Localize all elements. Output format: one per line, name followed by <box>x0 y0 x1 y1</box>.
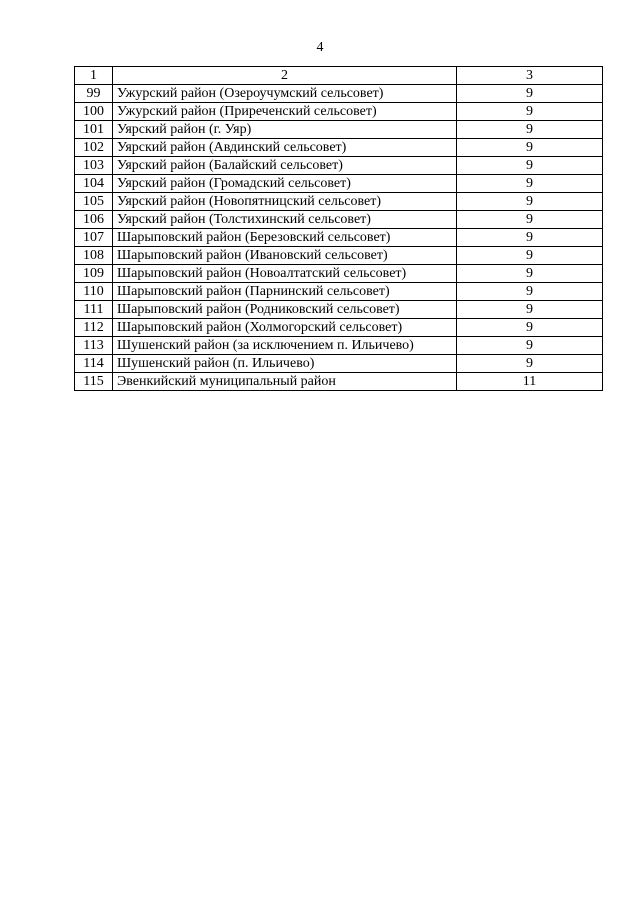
table-row <box>75 319 603 337</box>
row-number-cell: 107 <box>75 229 113 247</box>
row-name-cell: Шушенский район (за исключением п. Ильичево) <box>113 337 457 355</box>
row-number-cell: 110 <box>75 283 113 301</box>
page-number: 4 <box>316 40 324 55</box>
row-number-cell: 108 <box>75 247 113 265</box>
row-name-cell: Уярский район (Авдинский сельсовет) <box>113 139 457 157</box>
table-row <box>75 373 603 391</box>
row-value-cell: 9 <box>457 175 603 193</box>
row-number-cell: 111 <box>75 301 113 319</box>
row-value-cell: 9 <box>457 229 603 247</box>
row-name-cell: Ужурский район (Приреченский сельсовет) <box>113 103 457 121</box>
row-name-cell: Эвенкийский муниципальный район <box>113 373 457 391</box>
table-row <box>75 157 603 175</box>
row-name-cell: Шарыповский район (Ивановский сельсовет) <box>113 247 457 265</box>
row-name-cell: Уярский район (г. Уяр) <box>113 121 457 139</box>
row-number-cell: 100 <box>75 103 113 121</box>
row-name-cell: Ужурский район (Озероучумский сельсовет) <box>113 85 457 103</box>
row-value-cell: 9 <box>457 157 603 175</box>
row-number-cell: 109 <box>75 265 113 283</box>
table-row <box>75 103 603 121</box>
table-row <box>75 247 603 265</box>
row-number-cell: 99 <box>75 85 113 103</box>
row-value-cell: 9 <box>457 355 603 373</box>
row-value-cell: 9 <box>457 265 603 283</box>
row-value-cell: 9 <box>457 85 603 103</box>
table-header-row <box>75 67 603 85</box>
row-value-cell: 9 <box>457 283 603 301</box>
row-name-cell: Шарыповский район (Родниковский сельсовет) <box>113 301 457 319</box>
row-name-cell: Шарыповский район (Березовский сельсовет) <box>113 229 457 247</box>
row-value-cell: 9 <box>457 247 603 265</box>
table-row <box>75 175 603 193</box>
row-value-cell: 9 <box>457 139 603 157</box>
column-header: 1 <box>75 67 113 85</box>
table-row <box>75 283 603 301</box>
column-header: 3 <box>457 67 603 85</box>
table-body <box>75 85 603 391</box>
row-name-cell: Уярский район (Балайский сельсовет) <box>113 157 457 175</box>
row-value-cell: 9 <box>457 211 603 229</box>
table-row <box>75 193 603 211</box>
row-name-cell: Шарыповский район (Новоалтатский сельсовет) <box>113 265 457 283</box>
table-row <box>75 337 603 355</box>
row-number-cell: 105 <box>75 193 113 211</box>
column-header: 2 <box>113 67 457 85</box>
row-name-cell: Уярский район (Новопятницский сельсовет) <box>113 193 457 211</box>
table-row <box>75 121 603 139</box>
row-name-cell: Шушенский район (п. Ильичево) <box>113 355 457 373</box>
row-number-cell: 101 <box>75 121 113 139</box>
row-value-cell: 9 <box>457 301 603 319</box>
row-value-cell: 9 <box>457 121 603 139</box>
table-row <box>75 355 603 373</box>
table-row <box>75 265 603 283</box>
row-number-cell: 102 <box>75 139 113 157</box>
row-name-cell: Уярский район (Толстихинский сельсовет) <box>113 211 457 229</box>
row-value-cell: 9 <box>457 337 603 355</box>
row-number-cell: 112 <box>75 319 113 337</box>
row-name-cell: Шарыповский район (Холмогорский сельсовет) <box>113 319 457 337</box>
row-name-cell: Шарыповский район (Парнинский сельсовет) <box>113 283 457 301</box>
row-value-cell: 9 <box>457 103 603 121</box>
table-row <box>75 139 603 157</box>
table-row <box>75 301 603 319</box>
row-number-cell: 115 <box>75 373 113 391</box>
row-number-cell: 103 <box>75 157 113 175</box>
table-row <box>75 85 603 103</box>
row-number-cell: 113 <box>75 337 113 355</box>
table-row <box>75 211 603 229</box>
row-value-cell: 9 <box>457 193 603 211</box>
row-number-cell: 106 <box>75 211 113 229</box>
row-number-cell: 114 <box>75 355 113 373</box>
row-value-cell: 9 <box>457 319 603 337</box>
row-name-cell: Уярский район (Громадский сельсовет) <box>113 175 457 193</box>
table-row <box>75 229 603 247</box>
row-value-cell: 11 <box>457 373 603 391</box>
data-table <box>74 66 603 391</box>
row-number-cell: 104 <box>75 175 113 193</box>
